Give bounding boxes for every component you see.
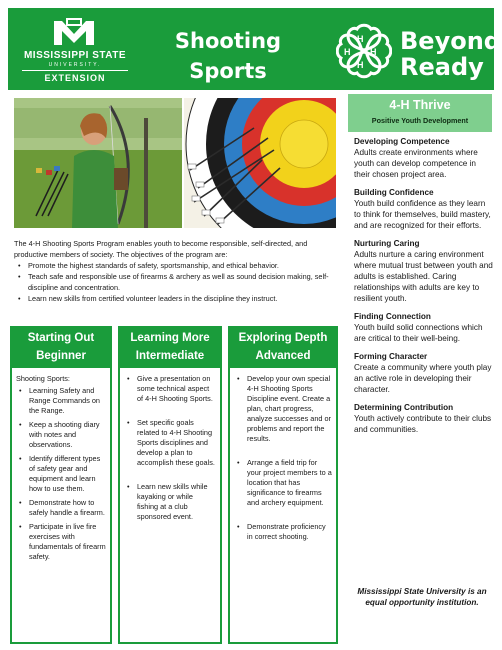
tagline-line-2: Ready (400, 53, 484, 81)
advanced-column-heading (228, 326, 338, 368)
intermediate-item: • Learn new skills while kayaking or while fishing at a club sponsored event. (124, 482, 216, 522)
beginner-item: • Identify different types of safety gear and equipment and learn how to use them. (16, 454, 106, 494)
thrive-section-heading: Determining Contribution (354, 403, 454, 412)
4h-clover-icon (336, 22, 392, 80)
intermediate-column-body (118, 368, 222, 644)
beyond-ready-tagline (400, 28, 501, 80)
archer-photo (14, 98, 182, 228)
beginner-column-body (10, 368, 112, 644)
msu-extension-logo (16, 16, 134, 86)
tagline-line-1: Beyond (400, 27, 501, 55)
thrive-sidebar-heading (348, 94, 492, 132)
beginner-lead: Shooting Sports: (16, 374, 70, 383)
advanced-item: • Develop your own special 4-H Shooting Sports Discipline event. Create a plan, chart progress, analyze successes and or problems and report the results. (234, 374, 332, 444)
thrive-section-text: Adults nurture a caring environment where mutual trust between youth and adults is established. Caring relationships with adults are key to resilient youth. (354, 250, 493, 303)
advanced-heading-line-2: Advanced (255, 350, 311, 362)
advanced-column-body (228, 368, 338, 644)
header-banner (8, 8, 501, 90)
objective-item: • Learn new skills from certified volunteer leaders in the discipline they instruct. (14, 293, 342, 304)
thrive-section-text: Youth actively contribute to their clubs and communities. (354, 414, 492, 434)
equal-opportunity-statement: Mississippi State University is an equal opportunity institution. (357, 587, 487, 607)
thrive-section-heading: Developing Competence (354, 137, 450, 146)
beginner-item: • Participate in live fire exercises with fundamentals of firearm safety. (16, 522, 106, 562)
target-photo (184, 98, 336, 228)
beginner-item: • Keep a shooting diary with notes and observations. (16, 420, 106, 450)
thrive-section-text: Adults create environments where youth can develop competence in their chosen project area. (354, 148, 478, 179)
logo-extension-text: EXTENSION (44, 73, 106, 83)
advanced-heading-line-1: Exploring Depth (238, 332, 328, 344)
objectives-list (14, 260, 342, 304)
svg-text:H: H (357, 34, 364, 44)
intermediate-heading-line-1: Learning More (130, 332, 210, 344)
thrive-section-heading: Forming Character (354, 352, 428, 361)
intermediate-heading-line-2: Intermediate (135, 350, 205, 362)
title-line-1: Shooting (174, 29, 282, 53)
page-title (148, 26, 308, 86)
intermediate-item: • Give a presentation on some technical aspect of 4-H Shooting Sports. (124, 374, 216, 404)
intro-paragraph: The 4-H Shooting Sports Program enables youth to become responsible, self-directed, and productive members of society. The objectives of the program are: (14, 239, 308, 259)
beginner-column-heading (10, 326, 112, 368)
svg-text:H: H (370, 47, 377, 57)
logo-state-text: MISSISSIPPI STATE (23, 50, 127, 61)
thrive-subtitle: Positive Youth Development (371, 116, 469, 125)
advanced-item: • Demonstrate proficiency in correct shooting. (234, 522, 332, 542)
msu-m-logo-icon (52, 18, 96, 46)
thrive-section-text: Youth build confidence as they learn to think for themselves, build mastery, and are recognized for their efforts. (354, 199, 491, 230)
thrive-sidebar (354, 136, 494, 437)
beginner-list (16, 386, 106, 562)
beginner-item: • Learning Safety and Range Commands on the Range. (16, 386, 106, 416)
objective-item: • Teach safe and responsible use of firearms & archery as well as sound decision making, self-discipline and concentration. (14, 271, 342, 293)
thrive-section-heading: Nurturing Caring (354, 239, 420, 248)
thrive-section-heading: Building Confidence (354, 188, 434, 197)
program-intro (14, 238, 342, 304)
beginner-item: • Demonstrate how to safely handle a firearm. (16, 498, 106, 518)
advanced-item: • Arrange a field trip for your project members to a location that has significance to firearms and archery equipment. (234, 458, 332, 508)
thrive-section-text: Youth build solid connections which are critical to their well-being. (354, 323, 483, 343)
advanced-list (234, 374, 332, 542)
title-line-2: Sports (189, 59, 267, 83)
beginner-heading-line-2: Beginner (36, 350, 86, 362)
svg-text:H: H (357, 60, 364, 70)
archer-photo-illustration (14, 98, 182, 228)
target-illustration (184, 98, 336, 228)
logo-divider (22, 70, 128, 71)
thrive-section-text: Create a community where youth play an active role in developing their character. (354, 363, 492, 394)
logo-university-text: UNIVERSITY. (48, 62, 102, 68)
intermediate-list (124, 374, 216, 522)
svg-text:H: H (344, 47, 351, 57)
thrive-section-heading: Finding Connection (354, 312, 431, 321)
intermediate-item: • Set specific goals related to 4-H Shooting Sports disciplines and develop a plan to accomplish these goals. (124, 418, 216, 468)
intermediate-column-heading (118, 326, 222, 368)
objective-item: • Promote the highest standards of safety, sportsmanship, and ethical behavior. (14, 260, 342, 271)
beginner-heading-line-1: Starting Out (27, 332, 95, 344)
thrive-title: 4-H Thrive (389, 98, 451, 112)
